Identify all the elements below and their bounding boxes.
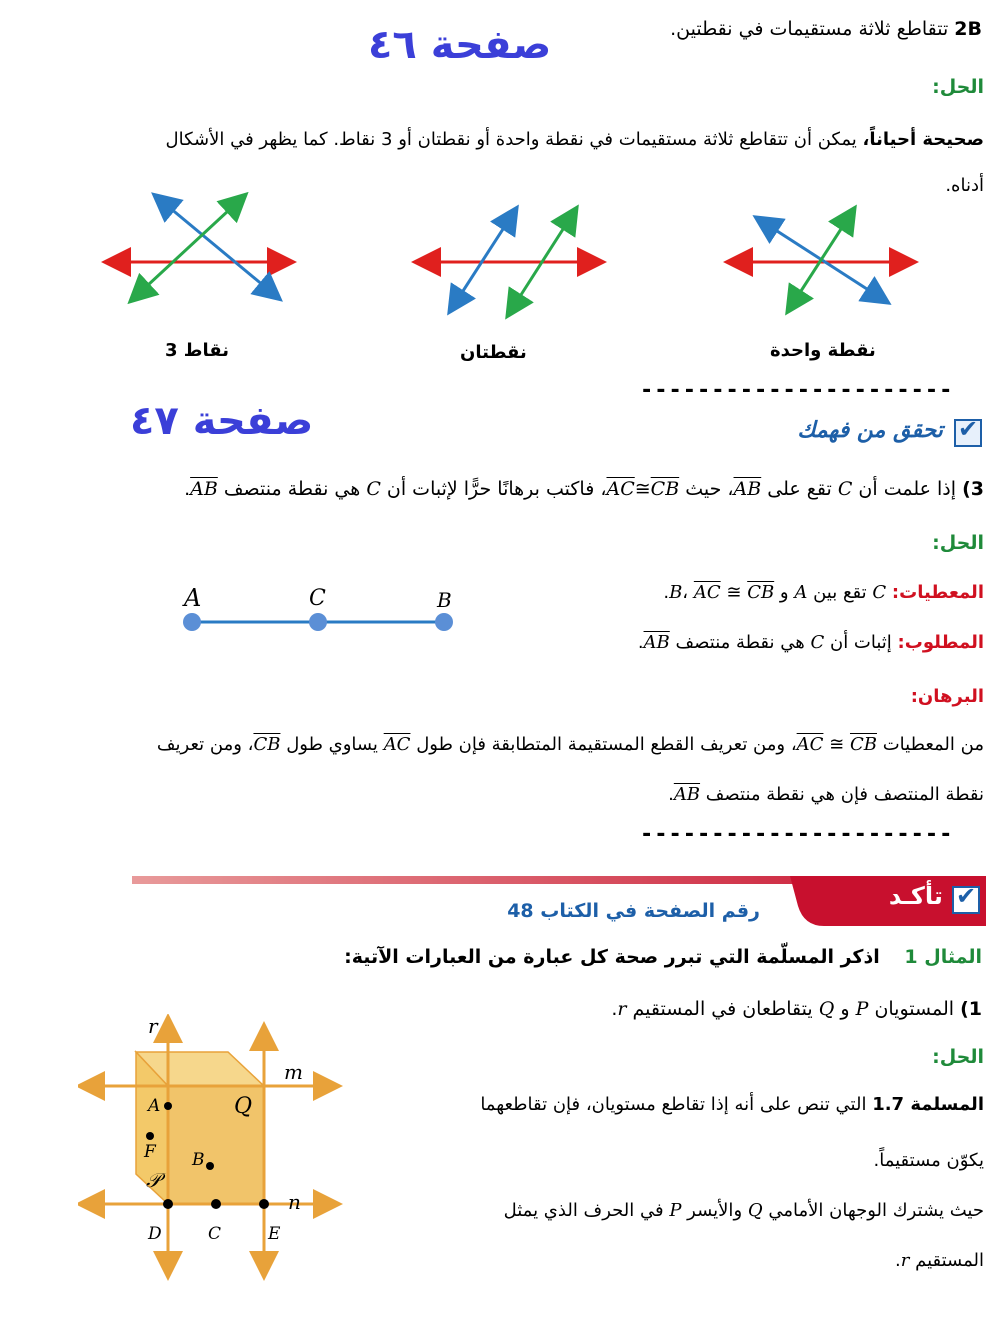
confirm-header	[889, 882, 980, 914]
example-1-line	[344, 946, 982, 968]
question-number: 2B	[954, 18, 982, 40]
divider-2: ----------------------	[640, 822, 954, 847]
q3-segment-ab: AB	[190, 478, 218, 500]
q3-point-c: C	[837, 478, 853, 500]
q1-text: و	[840, 998, 850, 1020]
intersection-figures	[100, 190, 920, 320]
caption-three-points: 3 نقاط	[165, 340, 229, 361]
fig-label-m: m	[284, 1060, 303, 1084]
proof-text: ، ومن تعريف القطع المستقيمة المتطابقة فإن طول	[416, 734, 797, 755]
postulate-line-2: يكوّن مستقيماً.	[873, 1150, 984, 1171]
answer-text-2: أدناه.	[945, 175, 984, 196]
question-3	[14, 478, 984, 500]
point-c	[309, 613, 327, 631]
proof-text: ، ومن تعريف	[156, 734, 254, 755]
q3-number: 3)	[962, 478, 984, 500]
page-label-47: صفحة ٤٧	[130, 398, 314, 444]
q3-segment-cb: CB	[650, 478, 680, 500]
given-congruent: ≅	[726, 582, 742, 603]
q3-text: .	[184, 478, 191, 500]
proof-segment: AB	[673, 784, 701, 805]
q3-text: إذا علمت أن	[858, 478, 957, 500]
fig-label-r: r	[148, 1014, 158, 1038]
fig-label-q: Q	[234, 1094, 253, 1119]
q3-segment-ac: AC	[606, 478, 635, 500]
check-understanding-header	[797, 418, 982, 447]
q3-text: ، فاكتب برهانًا حرًّا لإثبات أن	[386, 478, 607, 500]
where-text: .	[895, 1250, 901, 1271]
proof-text: من المعطيات	[882, 734, 984, 755]
checkbox-icon	[952, 886, 980, 914]
where-text: المستقيم	[915, 1250, 984, 1271]
fig-label-p: 𝒫	[146, 1168, 161, 1192]
required-text: إثبات أن	[829, 632, 892, 653]
proof-segment: AC	[796, 734, 824, 755]
proof-text: نقطة المنتصف فإن هي نقطة منتصف	[705, 784, 984, 805]
proof-segment: AC	[383, 734, 411, 755]
segment-label-b: B	[437, 588, 452, 612]
fig-label-f: F	[144, 1142, 156, 1162]
point-b	[435, 613, 453, 631]
given-text: ،	[682, 582, 689, 603]
where-text: حيث يشترك الوجهان الأمامي	[768, 1200, 984, 1221]
required-label: المطلوب:	[897, 632, 984, 653]
given-point: B	[669, 582, 683, 603]
given-point: A	[794, 582, 808, 603]
q1-text: يتقاطعان في المستقيم	[632, 998, 813, 1020]
where-line	[374, 1200, 984, 1221]
given-label: المعطيات:	[891, 582, 984, 603]
q3-text: تقع على	[767, 478, 832, 500]
checkbox-icon	[954, 419, 982, 447]
proof-label	[911, 686, 984, 707]
required-text: .	[637, 632, 644, 653]
where-line-r: r	[900, 1250, 910, 1271]
solution-label: الحل:	[932, 76, 984, 98]
answer-text: يمكن أن تتقاطع ثلاثة مستقيمات في نقطة واحدة أو نقطتان أو 3 نقاط. كما يظهر في الأشكال	[165, 129, 857, 150]
proof-text: يساوي طول	[286, 734, 378, 755]
fig-label-n: n	[288, 1190, 301, 1214]
segment-label-c: C	[309, 586, 326, 611]
given-text: .	[663, 582, 670, 603]
q3-congruent-symbol: ≅	[634, 478, 651, 500]
proof-congruent: ≅	[829, 734, 845, 755]
given-text: تقع بين	[813, 582, 867, 603]
q3-text: ، حيث	[685, 478, 734, 500]
where-plane-q: Q	[747, 1200, 763, 1221]
proof-text: .	[668, 784, 674, 805]
solution-label: الحل:	[932, 1046, 984, 1068]
q1-plane-q: Q	[818, 998, 835, 1020]
answer-paragraph	[24, 118, 984, 162]
required-point: C	[810, 632, 825, 653]
segment-label-a: A	[184, 584, 202, 612]
proof-line-2	[668, 784, 984, 805]
given-line	[663, 582, 984, 603]
caption-one-point: نقطة واحدة	[770, 340, 876, 361]
q1-line-r: r	[617, 998, 627, 1020]
required-segment: AB	[643, 632, 670, 653]
q1-text: المستويان	[874, 998, 955, 1020]
q3-point-c: C	[366, 478, 381, 500]
fig-label-c: C	[208, 1224, 222, 1244]
q3-text: هي نقطة منتصف	[223, 478, 361, 500]
answer-bold: صحيحة أحياناً،	[862, 129, 984, 150]
where-plane-p: P	[669, 1200, 682, 1221]
proof-segment: CB	[253, 734, 281, 755]
q3-segment-ab: AB	[733, 478, 762, 500]
question-2b	[422, 18, 982, 40]
solution-label: الحل:	[932, 532, 984, 554]
postulate-name: المسلمة 1.7	[872, 1094, 984, 1115]
fig-label-e: E	[268, 1224, 281, 1244]
figure-three-points	[110, 198, 288, 298]
required-text: هي نقطة منتصف	[675, 632, 805, 653]
figure-two-points	[420, 212, 598, 312]
question-1	[611, 998, 982, 1020]
check-title: تحقق من فهمك	[797, 418, 943, 443]
q1-plane-p: P	[855, 998, 869, 1020]
given-segment: AC	[693, 582, 721, 603]
given-text: و	[779, 582, 789, 603]
q1-number: 1)	[960, 998, 982, 1020]
caption-two-points: نقطتان	[460, 342, 527, 363]
divider-1: ----------------------	[640, 378, 954, 403]
given-segment: CB	[747, 582, 775, 603]
proof-line-1	[24, 734, 984, 755]
example-label: المثال 1	[904, 946, 982, 968]
figure-one-point	[732, 212, 910, 308]
book-page-number: رقم الصفحة في الكتاب 48	[507, 900, 760, 922]
where-text: في الحرف الذي يمثل	[503, 1200, 664, 1221]
proof-segment: CB	[849, 734, 877, 755]
given-point: C	[872, 582, 887, 603]
question-text: تتقاطع ثلاثة مستقيمات في نقطتين.	[670, 18, 949, 40]
where-text: والأيسر	[687, 1200, 743, 1221]
confirm-title: تأكـد	[888, 882, 943, 910]
required-line	[638, 632, 984, 653]
fig-label-d: D	[148, 1224, 162, 1244]
postulate-line	[374, 1094, 984, 1115]
where-line-2	[895, 1250, 984, 1271]
page-label-46: صفحة ٤٦	[368, 22, 552, 68]
fig-label-a: A	[148, 1096, 161, 1116]
point-a	[183, 613, 201, 631]
fig-label-b: B	[192, 1150, 205, 1170]
proof-label-text: البرهان:	[910, 686, 984, 707]
postulate-text: التي تنص على أنه إذا تقاطع مستويان، فإن تقاطعهما	[480, 1094, 867, 1115]
example-text: اذكر المسلّمة التي تبرر صحة كل عبارة من العبارات الآتية:	[344, 946, 880, 968]
q1-text: .	[611, 998, 618, 1020]
